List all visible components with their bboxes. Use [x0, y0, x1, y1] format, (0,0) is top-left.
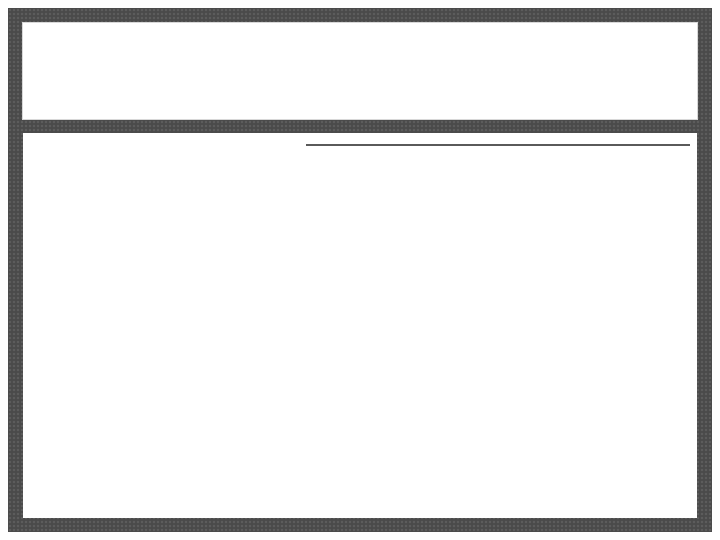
- content-area: [23, 133, 697, 518]
- column-header-row: [26, 144, 694, 169]
- rqmt-header: [26, 144, 53, 169]
- subfunction-header-row: [26, 133, 694, 144]
- requirement-header: [53, 144, 279, 169]
- table-body: [26, 133, 694, 169]
- col-provide-feedback: [279, 144, 341, 169]
- requirement-mapping-table: [26, 133, 694, 169]
- col-power-cane: [596, 144, 648, 169]
- subfunction-label: [279, 133, 694, 144]
- col-detect-overhangs: [341, 144, 404, 169]
- col-detect-objects: [404, 144, 466, 169]
- col-detects-dropoffs: [466, 144, 532, 169]
- col-process-detection: [532, 144, 596, 169]
- title-box: [23, 23, 697, 119]
- col-assemble-cane: [648, 144, 694, 169]
